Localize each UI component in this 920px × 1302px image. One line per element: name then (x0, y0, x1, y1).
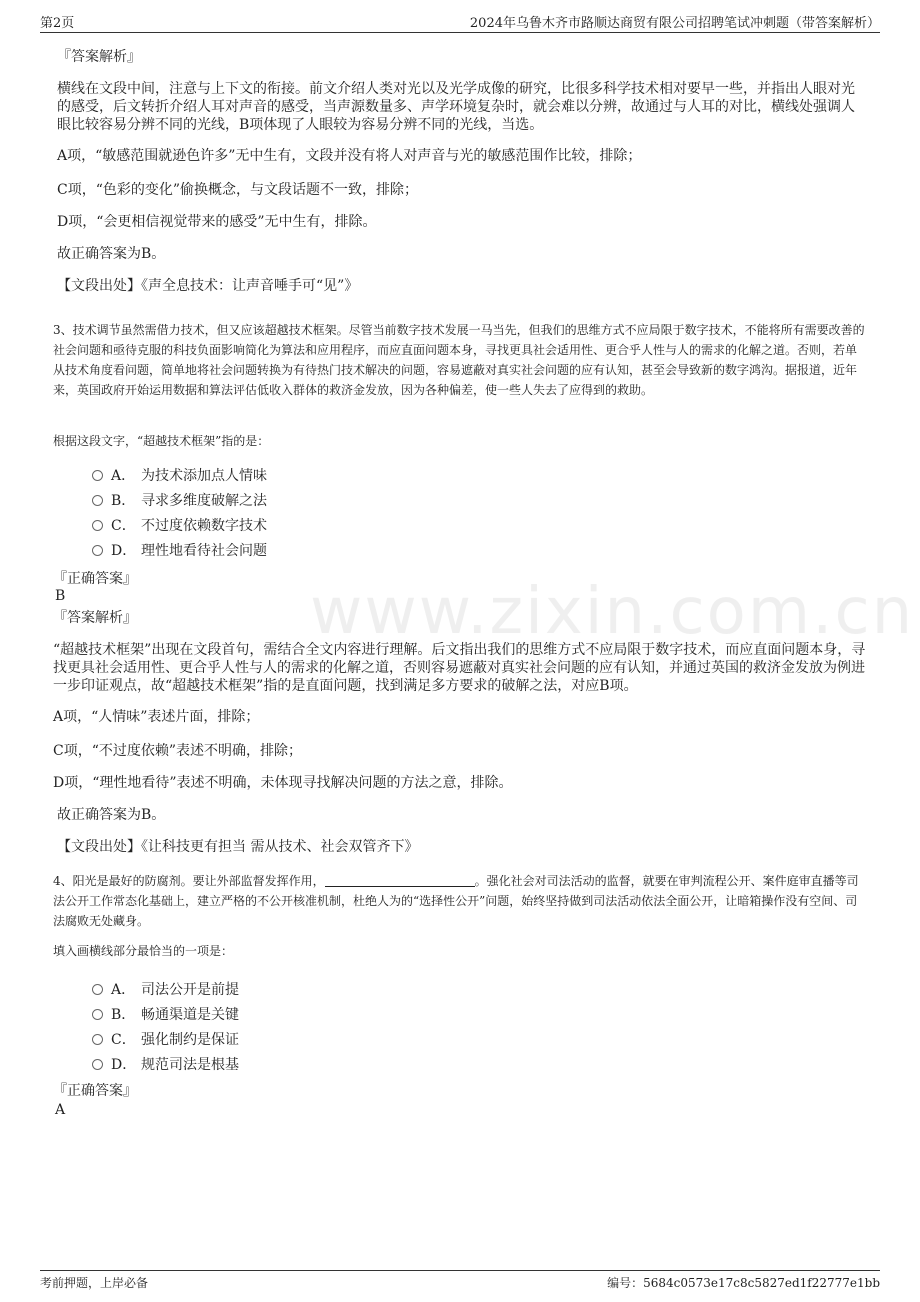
radio-icon[interactable] (92, 1009, 103, 1020)
q4-option-d[interactable] (92, 1056, 239, 1074)
q4-answer: A (55, 1102, 66, 1118)
option-text: 不过度依赖数字技术 (141, 518, 267, 534)
q4-option-c[interactable] (92, 1031, 239, 1049)
q3-prompt: 根据这段文字，“超越技术框架”指的是： (53, 434, 270, 448)
option-text: 为技术添加点人情味 (141, 468, 267, 484)
q4-prompt: 填入画横线部分最恰当的一项是： (53, 944, 234, 958)
option-text: 畅通渠道是关键 (141, 1007, 239, 1023)
watermark: www.zixin.com.cn (310, 575, 915, 649)
option-text: 司法公开是前提 (141, 982, 239, 998)
option-key: D． (111, 543, 137, 559)
q4-option-b[interactable] (92, 1006, 239, 1024)
q3-analysis: “超越技术框架”出现在文段首句，需结合全文内容进行理解。后文指出我们的思维方式不应局限于数字技术，而应直面问题本身，寻找更具社会适用性、更合乎人性与人的需求的化解之道，否则容易遮蔽对真实社会问题的应有认知，并通过英国的救济金发放为例进一步印证观点，故“超越技术框架”指的是直面问题，找到满足多方要求的破解之法，对应B项。 (53, 642, 866, 694)
q3-analysis-label: 『答案解析』 (53, 610, 137, 626)
radio-icon[interactable] (92, 545, 103, 556)
q2-analysis: 横线在文段中间，注意与上下文的衔接。前文介绍人类对光以及光学成像的研究，比很多科学技术相对要早一些，并指出人眼对光的感受，后文转折介绍人耳对声音的感受，当声源数量多、声学环境复杂时，就会难以分辨，故通过与人耳的对比，横线处强调人眼比较容易分辨不同的光线，B项体现了人眼较为容易分辨不同的光线，当选。 (57, 81, 855, 133)
option-key: A． (111, 468, 136, 484)
q3-option-d[interactable] (92, 542, 267, 560)
radio-icon[interactable] (92, 1034, 103, 1045)
q3-answer: B (55, 588, 66, 604)
radio-icon[interactable] (92, 984, 103, 995)
option-key: B． (111, 493, 136, 509)
option-key: C． (111, 518, 136, 534)
q4-answer-label: 『正确答案』 (53, 1083, 137, 1099)
page-footer (40, 1270, 880, 1292)
q2-conclusion: 故正确答案为B。 (57, 246, 166, 262)
option-text: 强化制约是保证 (141, 1032, 239, 1048)
q3-source: 【文段出处】《让科技更有担当 需从技术、社会双管齐下》 (57, 839, 419, 855)
radio-icon[interactable] (92, 470, 103, 481)
fill-blank (325, 874, 475, 887)
q3-option-d-note: D项，“理性地看待”表述不明确，未体现寻找解决问题的方法之意，排除。 (53, 775, 513, 791)
option-key: B． (111, 1007, 136, 1023)
q4-option-a[interactable] (92, 981, 239, 999)
radio-icon[interactable] (92, 495, 103, 506)
page-header (40, 12, 880, 33)
radio-icon[interactable] (92, 520, 103, 531)
q2-analysis-label: 『答案解析』 (57, 49, 141, 65)
option-text: 规范司法是根基 (141, 1057, 239, 1073)
q4-stem (53, 871, 868, 931)
option-text: 理性地看待社会问题 (141, 543, 267, 559)
option-text: 寻求多维度破解之法 (141, 493, 267, 509)
option-key: C． (111, 1032, 136, 1048)
q4-stem-end: 。强化社会对司法活动的监督，就要在审判流程公开、案件庭审直播等司法公开工作常态化基础上，建立严格的不公开核准机制，杜绝人为的“选择性公开”问题，始终坚持做到司法活动依法全面公开，让暗箱操作没有空间、司法腐败无处藏身。 (53, 874, 859, 928)
q3-conclusion: 故正确答案为B。 (57, 807, 166, 823)
q3-option-b[interactable] (92, 492, 267, 510)
footer-code: 编号：5684c0573e17c8c5827ed1f22777e1bb (607, 1276, 880, 1290)
option-key: A． (111, 982, 136, 998)
option-key: D． (111, 1057, 137, 1073)
q3-stem: 3、技术调节虽然需借力技术，但又应该超越技术框架。尽管当前数字技术发展一马当先，但我们的思维方式不应局限于数字技术，不能将所有需要改善的社会问题和亟待克服的科技负面影响简化为算法和应用程序，而应直面问题本身，寻找更具社会适用性、更合乎人性与人的需求的化解之道。否则，若单从技术角度看问题，简单地将社会问题转换为有待热门技术解决的问题，容易遮蔽对真实社会问题的应有认知，甚至会导致新的数字鸿沟。据报道，近年来，英国政府开始运用数据和算法评估低收入群体的救济金发放，因为各种偏差，使一些人失去了应得到的救助。 (53, 323, 865, 397)
q3-answer-label: 『正确答案』 (53, 571, 137, 587)
page-number: 第2页 (40, 16, 75, 31)
q3-option-a-note: A项，“人情味”表述片面，排除； (53, 709, 260, 725)
q3-option-c[interactable] (92, 517, 267, 535)
q2-option-d-note: D项，“会更相信视觉带来的感受”无中生有，排除。 (57, 214, 377, 230)
q2-option-c-note: C项，“色彩的变化”偷换概念，与文段话题不一致，排除； (57, 182, 419, 198)
q2-source: 【文段出处】《声全息技术：让声音唾手可“见”》 (57, 278, 359, 294)
radio-icon[interactable] (92, 1059, 103, 1070)
q3-option-c-note: C项，“不过度依赖”表述不明确，排除； (53, 743, 303, 759)
document-title: 2024年乌鲁木齐市路顺达商贸有限公司招聘笔试冲刺题（带答案解析） (469, 16, 880, 31)
q2-option-a-note: A项，“敏感范围就逊色许多”无中生有，文段并没有将人对声音与光的敏感范围作比较，排除； (57, 148, 642, 164)
q3-option-a[interactable] (92, 467, 267, 485)
footer-slogan: 考前押题，上岸必备 (40, 1276, 149, 1290)
q4-stem-start: 4、阳光是最好的防腐剂。要让外部监督发挥作用， (53, 874, 325, 888)
